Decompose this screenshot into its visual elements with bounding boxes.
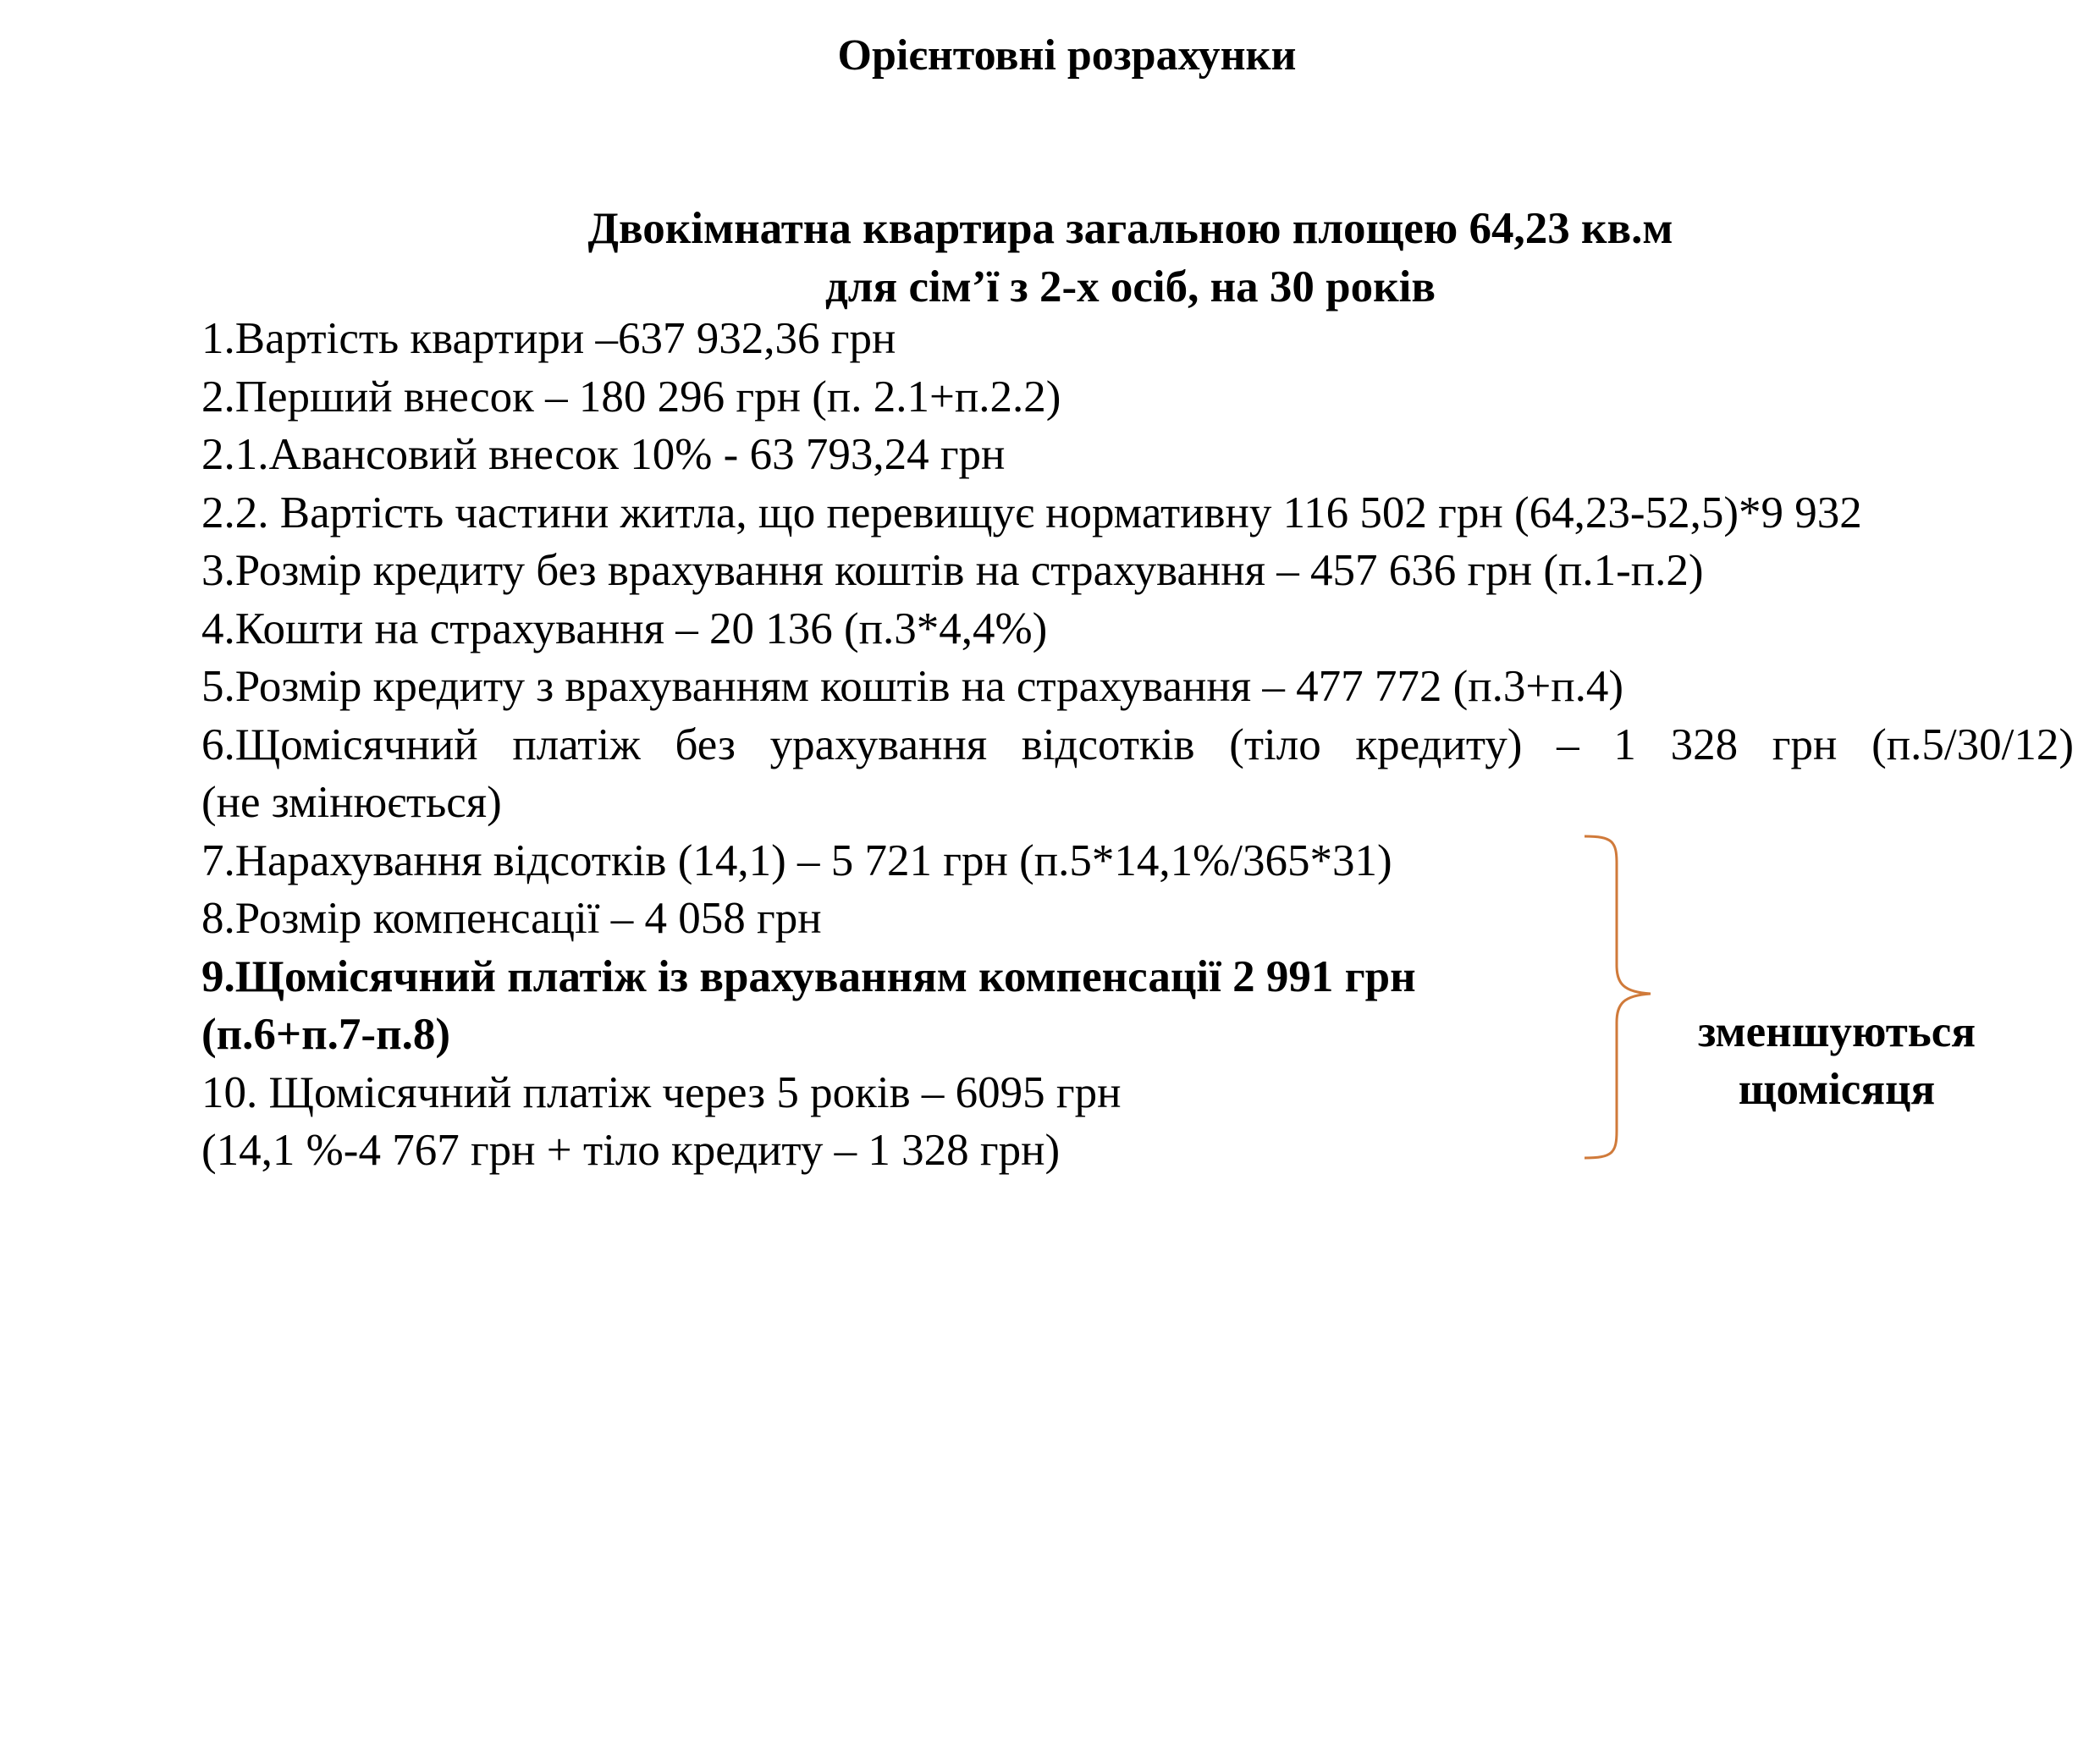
subtitle-line-1: Двокімнатна квартира загальною площею 64,23 кв.м [587,204,1673,253]
subtitle-line-2: для сім’ї з 2-х осіб, на 30 років [824,262,1436,311]
calc-line-10-breakdown: (14,1 %-4 767 грн + тіло кредиту – 1 328 грн) [201,1126,1061,1175]
side-note-line-1: зменшуються [1697,1007,1976,1056]
calc-line-6-monthly-principal: 6.Щомісячний платіж без урахування відсотків (тіло кредиту) – 1 328 грн (п.5/30/12) [201,719,2074,769]
calc-line-9-formula: (п.6+п.7-п.8) [201,1010,451,1059]
calc-line-5-loan-with-insurance: 5.Розмір кредиту з врахуванням коштів на страхування – 477 772 (п.3+п.4) [201,662,1624,711]
right-curly-brace [1566,830,1659,1168]
calc-line-2-2-excess-area-cost: 2.2. Вартість частини житла, що перевищує нормативну 116 502 грн (64,23-52,5)*9 932 [201,488,1862,537]
calc-line-2-1-advance-payment: 2.1.Авансовий внесок 10% - 63 793,24 грн [201,430,1006,479]
calc-line-2-first-payment: 2.Перший внесок – 180 296 грн (п. 2.1+п.2.2) [201,372,1061,422]
calc-line-8-compensation: 8.Розмір компенсації – 4 058 грн [201,894,822,943]
document-subtitle [0,200,2100,317]
side-note-line-2: щомісяця [1738,1065,1936,1114]
calc-line-6-note: (не змінюється) [201,778,502,827]
calc-line-3-loan-without-insurance: 3.Розмір кредиту без врахування коштів на страхування – 457 636 грн (п.1-п.2) [201,546,1704,595]
calc-line-4-insurance-funds: 4.Кошти на страхування – 20 136 (п.3*4,4%) [201,604,1048,653]
calc-line-9-monthly-with-compensation: 9.Щомісячний платіж із врахуванням компенсації 2 991 грн [201,951,1416,1001]
page-title [0,27,2100,85]
calc-line-10-payment-after-5-years: 10. Щомісячний платіж через 5 років – 6095 грн [201,1067,1122,1117]
calc-line-1-apartment-cost: 1.Вартість квартири –637 932,36 грн [201,314,896,363]
page-title-text: Орієнтовні розрахунки [837,31,1297,80]
calc-line-7-interest: 7.Нарахування відсотків (14,1) – 5 721 грн (п.5*14,1%/365*31) [201,835,1392,885]
side-note-decreasing-monthly [1667,1003,2006,1118]
